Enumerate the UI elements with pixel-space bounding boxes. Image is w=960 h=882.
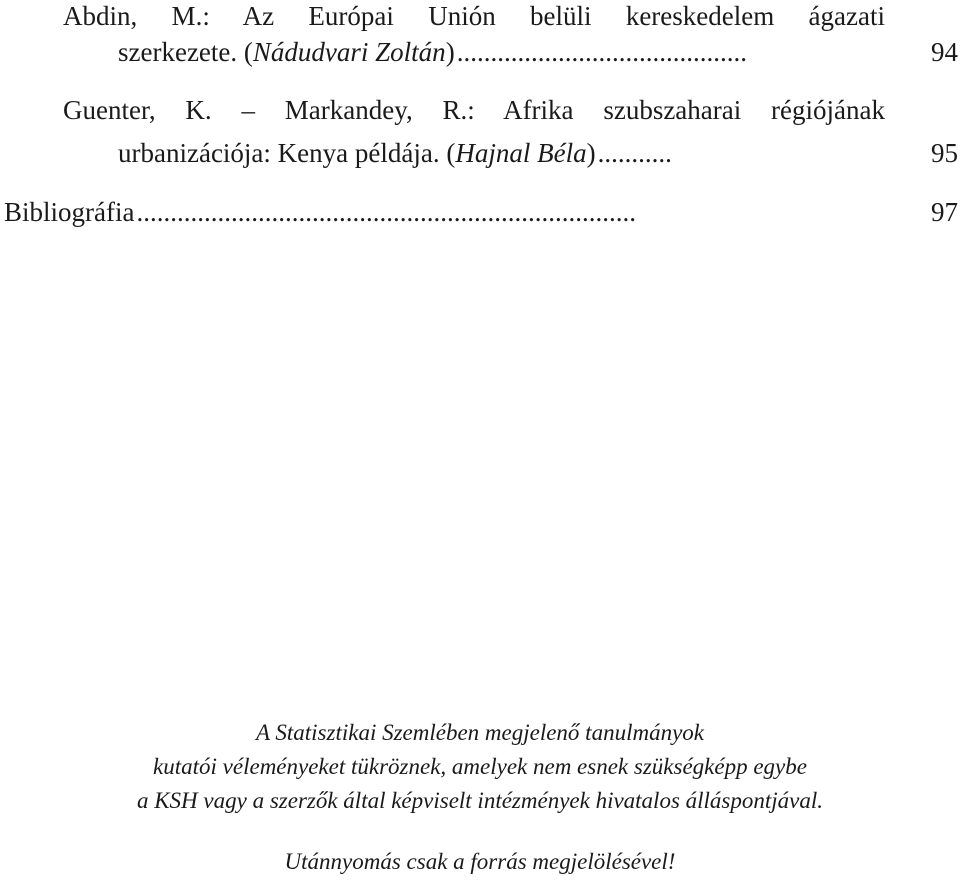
notice-line-1: A Statisztikai Szemlében megjelenő tanulmányok [256,720,704,745]
notice-reprint-line: Utánnyomás csak a forrás megjelölésével! [284,849,676,874]
toc-entry-1-reviewer: Nádudvari Zoltán [252,37,446,67]
toc-entry-3-leader: .......................................................................... [136,197,636,227]
toc-entry-2-line2[interactable] [118,137,958,169]
toc-entry-2-title-line2: urbanizációja: Kenya példája. (Hajnal Béla) [118,138,596,168]
toc-entry-1-title-line2: szerkezete. (Nádudvari Zoltán) [118,37,455,67]
toc-entry-2-leader: ........... [597,138,672,168]
toc-entry-3-page: 97 [931,197,958,227]
notice-line-3: a KSH vagy a szerzők által képviselt intézmények hivatalos álláspontjával. [136,788,824,813]
toc-entry-3[interactable] [4,196,958,228]
notice-line-2: kutatói véleményeket tükröznek, amelyek nem esnek szükségképp egybe [153,754,807,779]
toc-entry-2-reviewer: Hajnal Béla [455,138,587,168]
toc-entry-3-title: Bibliográfia [4,197,135,227]
toc-entry-1-title-line1: Abdin, M.: Az Európai Unión belüli kereskedelem ágazati [63,1,885,31]
toc-entry-2-title-line1: Guenter, K. – Markandey, R.: Afrika szubszaharai régiójának [63,95,885,125]
toc-entry-2-page: 95 [931,138,958,168]
toc-entry-1-leader: ........................................... [456,37,747,67]
toc-entry-1-line2[interactable] [118,36,958,68]
toc-entry-1-page: 94 [931,37,958,67]
